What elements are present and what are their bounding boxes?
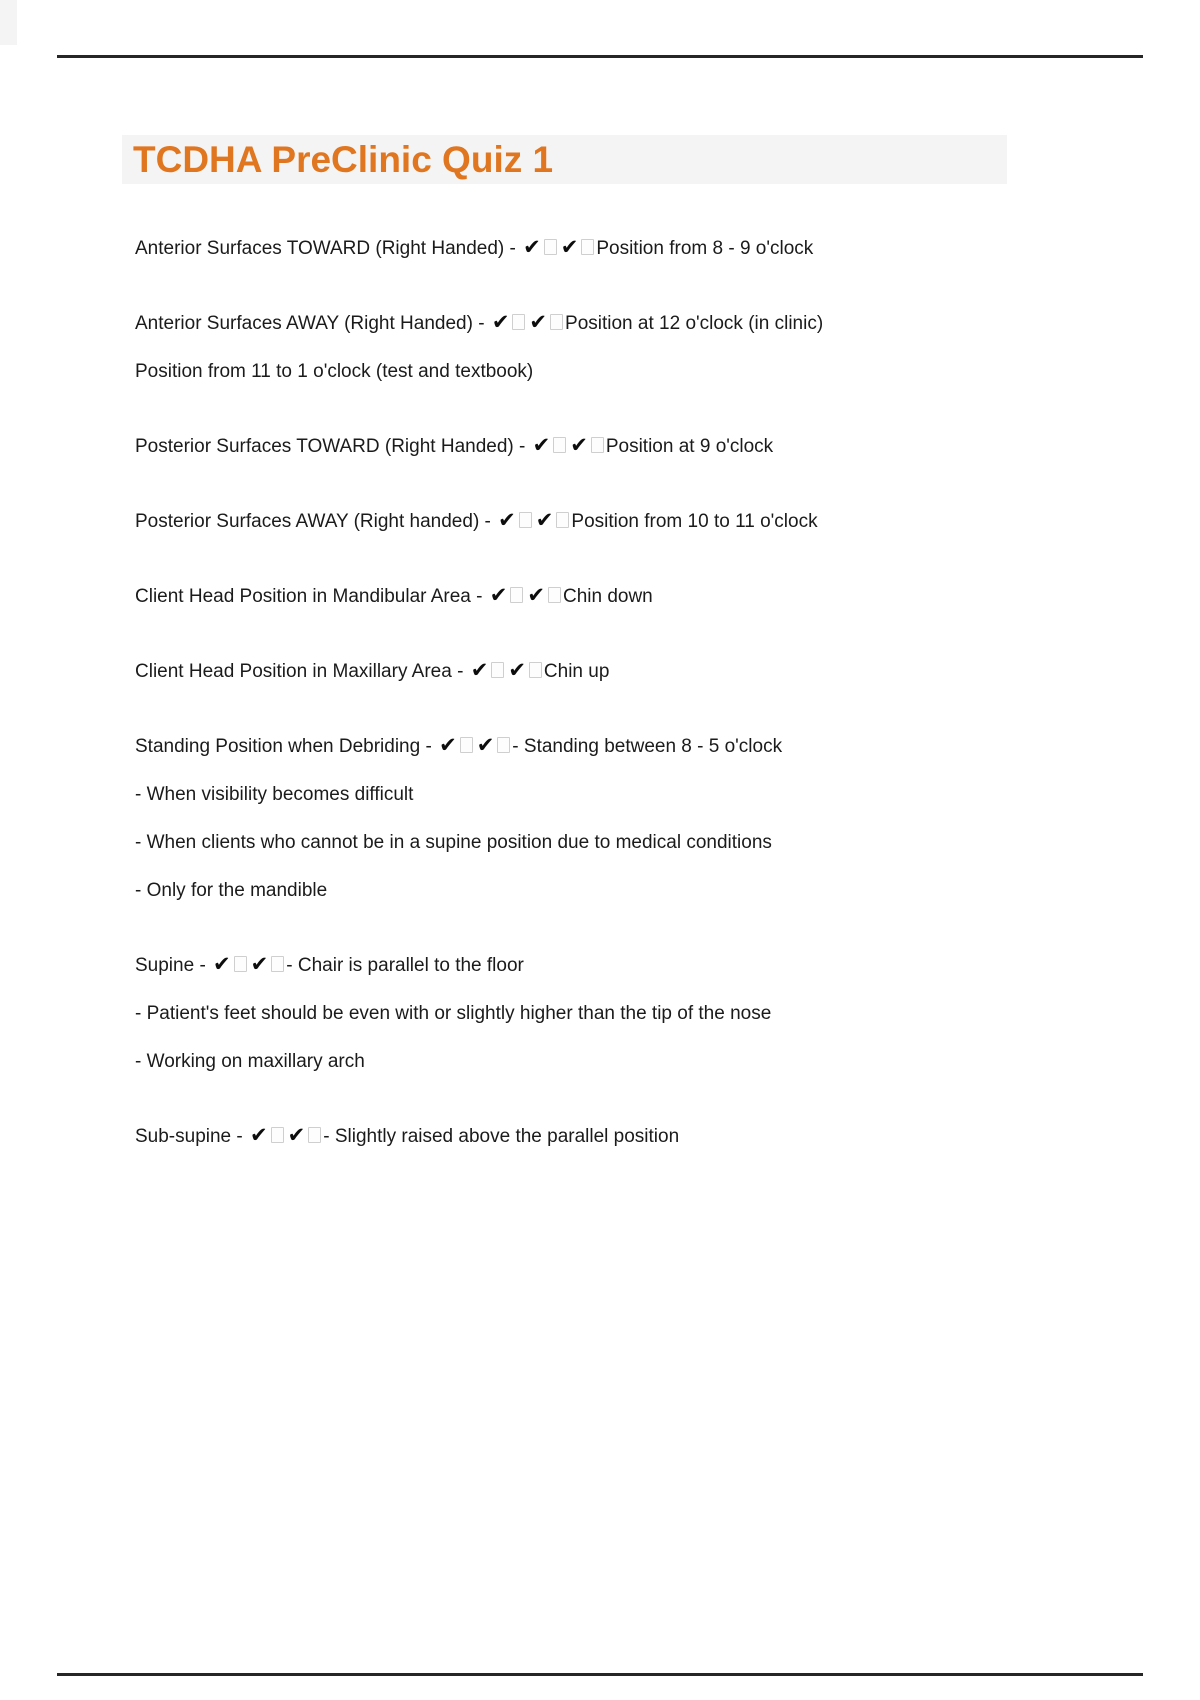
qa-item [135,1122,1095,1150]
question-line [135,432,1095,460]
missing-glyph-box-icon [234,956,247,972]
missing-glyph-box-icon [460,737,473,753]
answer-text: Chin up [543,661,610,682]
check-icon: ✔ [508,658,526,682]
title-band [122,135,1007,184]
answer-text: - Slightly raised above the parallel position [323,1126,680,1147]
check-icon: ✔ [439,733,457,757]
question-text: Sub-supine - [135,1126,249,1147]
answer-text: Position at 12 o'clock (in clinic) [565,313,824,334]
check-icon: ✔ [529,310,548,334]
check-icon: ✔ [498,508,516,532]
question-text: Posterior Surfaces AWAY (Right handed) - [135,511,497,532]
answer-text: Position from 10 to 11 o'clock [571,511,818,532]
missing-glyph-box-icon [591,437,604,453]
missing-glyph-box-icon [497,737,510,753]
check-icon: ✔ [250,1123,268,1147]
missing-glyph-box-icon [529,662,542,678]
note-line: - Patient's feet should be even with or slightly higher than the tip of the nose [135,1003,772,1024]
page-title: TCDHA PreClinic Quiz 1 [133,138,554,180]
note-line: - When visibility becomes difficult [135,784,414,805]
note-line: - Only for the mandible [135,880,328,901]
answer-text: - Chair is parallel to the floor [286,955,524,976]
qa-item [135,309,1095,385]
check-icon: ✔ [491,310,510,334]
question-text: Client Head Position in Maxillary Area - [135,661,469,682]
check-icon: ✔ [470,658,489,682]
missing-glyph-box-icon [512,314,525,330]
missing-glyph-box-icon [519,512,532,528]
check-icon: ✔ [527,583,545,607]
missing-glyph-box-icon [548,587,561,603]
check-icon: ✔ [213,952,231,976]
qa-item [135,732,1095,904]
missing-glyph-box-icon [491,662,504,678]
note-line: - Working on maxillary arch [135,1051,365,1072]
check-icon: ✔ [560,235,579,259]
qa-item [135,507,1095,535]
answer-text: Position from 8 - 9 o'clock [596,238,814,259]
question-line [135,507,1095,535]
note-lines [135,782,1095,904]
qa-item [135,582,1095,610]
question-text: Supine - [135,955,212,976]
qa-item [135,657,1095,685]
answer-text: Position at 9 o'clock [605,436,774,457]
check-icon: ✔ [535,508,554,532]
missing-glyph-box-icon [553,437,566,453]
check-icon: ✔ [532,433,551,457]
missing-glyph-box-icon [510,587,523,603]
question-line [135,582,1095,610]
missing-glyph-box-icon [581,239,594,255]
question-text: Client Head Position in Mandibular Area - [135,586,488,607]
check-icon: ✔ [250,952,269,976]
check-icon: ✔ [287,1123,306,1147]
missing-glyph-box-icon [550,314,563,330]
qa-item [135,234,1095,262]
question-text: Anterior Surfaces TOWARD (Right Handed) - [135,238,522,259]
answer-text: Chin down [562,586,653,607]
missing-glyph-box-icon [271,1127,284,1143]
bottom-rule [57,1673,1143,1676]
note-line: - When clients who cannot be in a supine position due to medical conditions [135,832,772,853]
missing-glyph-box-icon [556,512,569,528]
note-line: Position from 11 to 1 o'clock (test and textbook) [135,361,534,382]
question-line [135,234,1095,262]
note-lines [135,359,1095,385]
missing-glyph-box-icon [308,1127,321,1143]
question-line [135,657,1095,685]
question-line [135,732,1095,760]
scan-artifact [0,0,17,45]
qa-item [135,951,1095,1075]
question-line [135,309,1095,337]
question-text: Posterior Surfaces TOWARD (Right Handed) - [135,436,531,457]
question-text: Anterior Surfaces AWAY (Right Handed) - [135,313,490,334]
check-icon: ✔ [523,235,541,259]
check-icon: ✔ [489,583,508,607]
question-line [135,1122,1095,1150]
qa-list [135,234,1095,1197]
check-icon: ✔ [570,433,588,457]
answer-text: - Standing between 8 - 5 o'clock [512,736,783,757]
check-icon: ✔ [476,733,495,757]
missing-glyph-box-icon [544,239,557,255]
question-line [135,951,1095,979]
note-lines [135,1001,1095,1075]
missing-glyph-box-icon [271,956,284,972]
qa-item [135,432,1095,460]
top-rule [57,55,1143,58]
question-text: Standing Position when Debriding - [135,736,438,757]
